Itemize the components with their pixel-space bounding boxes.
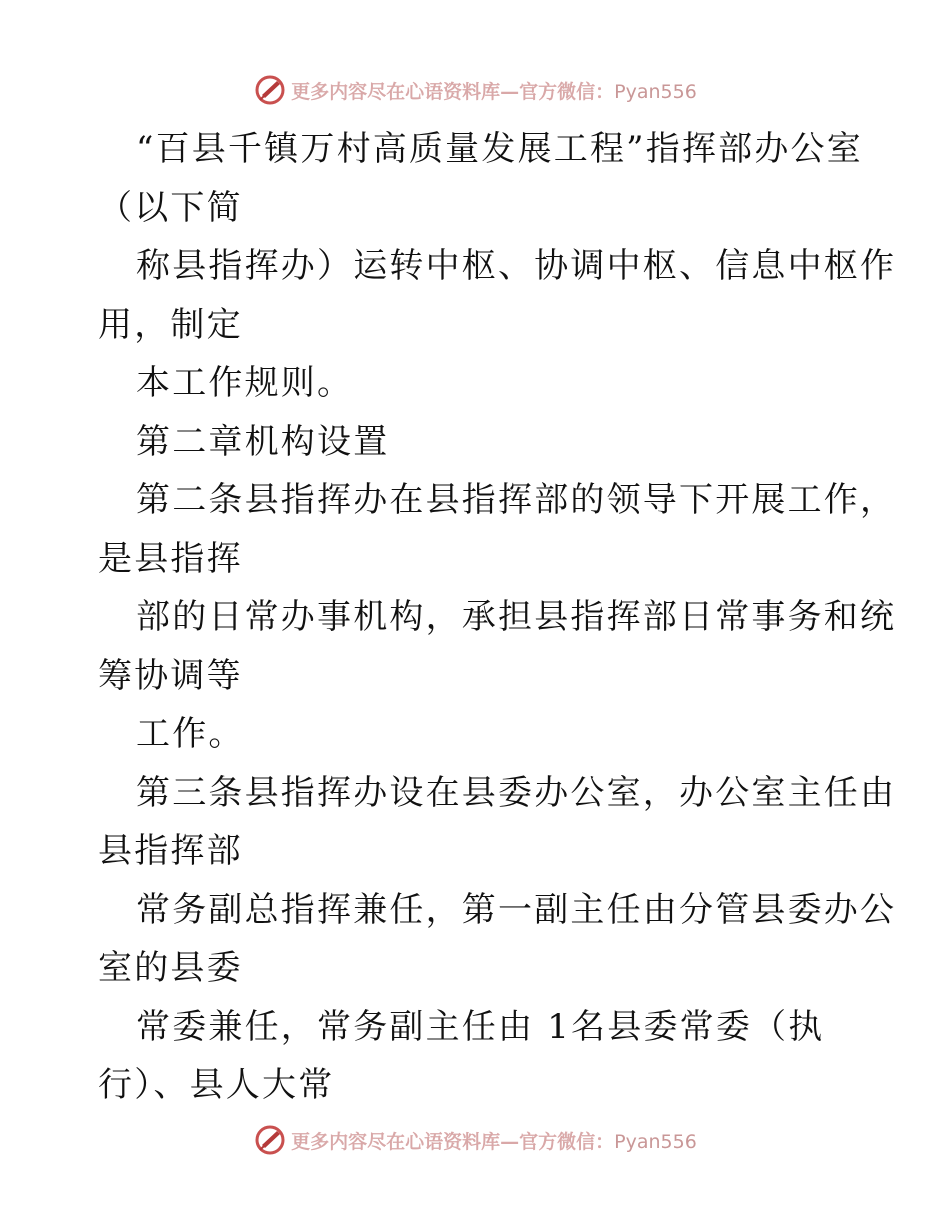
text-line: 县指挥部 — [98, 831, 243, 871]
watermark-text: 更多内容尽在心语资料库—官方微信：Pyan556 — [291, 80, 697, 103]
text-line: 本工作规则。 — [136, 363, 354, 403]
text-line: （以下简 — [98, 187, 243, 228]
text-line: 行）、县人大常 — [98, 1065, 335, 1105]
text-line: 工作。 — [136, 714, 245, 754]
text-line: 用，制定 — [98, 304, 243, 345]
text-line: 常务副总指挥兼任，第一副主任由分管县委办公 — [136, 889, 897, 930]
text-line: 室的县委 — [98, 948, 243, 988]
text-line: 筹协调等 — [98, 655, 243, 696]
text-line: 第三条县指挥办设在县委办公室，办公室主任由 — [136, 772, 897, 813]
document-body — [98, 120, 897, 1115]
brand-logo-icon — [253, 73, 287, 107]
header-watermark — [0, 72, 950, 108]
section-heading: 第二章机构设置 — [136, 421, 390, 462]
brand-logo-icon — [253, 1123, 287, 1157]
watermark-text: 更多内容尽在心语资料库—官方微信：Pyan556 — [291, 1130, 697, 1153]
text-line: 部的日常办事机构，承担县指挥部日常事务和统 — [136, 597, 897, 637]
footer-watermark — [0, 1122, 950, 1158]
text-line: 是县指挥 — [98, 538, 243, 579]
text-line: “百县千镇万村高质量发展工程”指挥部办公室 — [136, 129, 863, 169]
text-line: 称县指挥办）运转中枢、协调中枢、信息中枢作 — [136, 246, 897, 286]
text-line: 常委兼任，常务副主任由 1名县委常委（执 — [136, 1006, 825, 1047]
text-line: 第二条县指挥办在县指挥部的领导下开展工作， — [136, 480, 897, 520]
